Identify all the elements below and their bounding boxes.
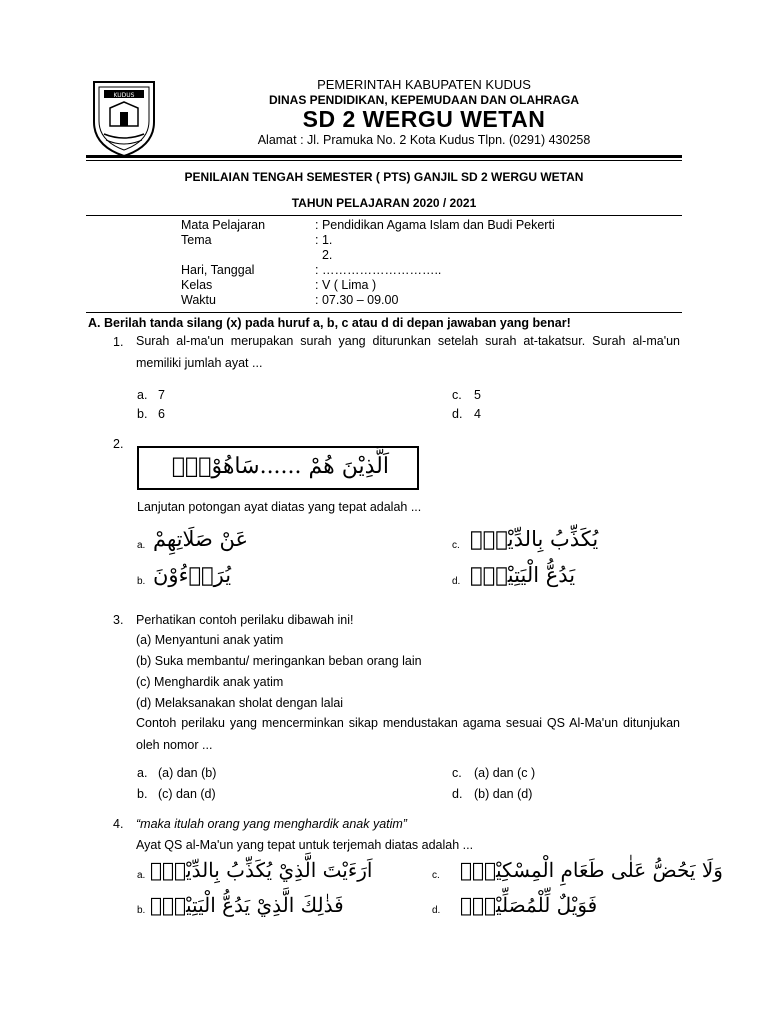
q4-option-c-letter: c. (432, 870, 440, 881)
q3-option-b-letter: b. (137, 787, 148, 801)
q4-option-b-letter: b. (137, 905, 146, 916)
info-row-theme-2: 2. (315, 248, 333, 262)
exam-year: TAHUN PELAJARAN 2020 / 2021 (291, 196, 477, 210)
header-divider-thin (86, 160, 682, 161)
q2-option-a-letter: a. (137, 540, 146, 551)
q2-option-c: يُكَذِّبُ بِالدِّيْنِۗ (470, 527, 599, 551)
q1-option-c: 5 (474, 388, 481, 402)
q2-number: 2. (113, 437, 124, 451)
header-department: DINAS PENDIDIKAN, KEPEMUDAAN DAN OLAHRAGA (268, 93, 579, 107)
q3-option-c: (a) dan (c ) (474, 766, 536, 780)
q4-option-a: اَرَءَيْتَ الَّذِيْ يُكَذِّبُ بِالدِّيْنِۗ (150, 858, 373, 882)
q3-item-c: (c) Menghardik anak yatim (136, 675, 284, 689)
q1-number: 1. (113, 335, 124, 349)
q4-option-d: فَوَيْلٌ لِّلْمُصَلِّيْنَۙ (460, 893, 598, 917)
q4-option-c: وَلَا يَحُضُّ عَلٰى طَعَامِ الْمِسْكِيْنِۗ (460, 858, 723, 882)
q4-quote: “maka itulah orang yang menghardik anak yatim” (136, 817, 407, 831)
header-government: PEMERINTAH KABUPATEN KUDUS (317, 77, 531, 92)
q1-option-d: 4 (474, 407, 481, 421)
q2-verse-box (137, 446, 419, 490)
q4-option-b: فَذٰلِكَ الَّذِيْ يَدُعُّ الْيَتِيْمَۙ (150, 893, 344, 917)
header-school-name: SD 2 WERGU WETAN (302, 106, 546, 132)
q1-option-d-letter: d. (452, 407, 463, 421)
q3-option-d-letter: d. (452, 787, 463, 801)
info-row-theme: Tema : 1. (181, 233, 333, 247)
q3-number: 3. (113, 613, 124, 627)
q2-text: Lanjutan potongan ayat diatas yang tepat adalah ... (137, 500, 422, 514)
q3-option-a: (a) dan (b) (158, 766, 217, 780)
q3-item-a: (a) Menyantuni anak yatim (136, 633, 284, 647)
q1-option-c-letter: c. (452, 388, 462, 402)
q3-option-b: (c) dan (d) (158, 787, 216, 801)
q3-item-d: (d) Melaksanakan sholat dengan lalai (136, 696, 344, 710)
q2-option-d-letter: d. (452, 576, 461, 587)
q1-option-b-letter: b. (137, 407, 148, 421)
info-divider-top (86, 215, 682, 216)
q3-intro: Perhatikan contoh perilaku dibawah ini! (136, 613, 354, 627)
q4-text: Ayat QS al-Ma'un yang tepat untuk terjemah diatas adalah ... (136, 838, 474, 852)
q3-question: Contoh perilaku yang mencerminkan sikap mendustakan agama sesuai QS Al-Ma'un ditunjukan oleh nomor ... (136, 716, 680, 752)
q3-item-b: (b) Suka membantu/ meringankan beban orang lain (136, 654, 422, 668)
q4-option-a-letter: a. (137, 870, 146, 881)
q3-option-d: (b) dan (d) (474, 787, 533, 801)
info-row-class: Kelas : V ( Lima ) (181, 278, 377, 292)
q2-option-d: يَدُعُّ الْيَتِيْمَۙ (470, 563, 576, 587)
q1-option-a: 7 (158, 388, 165, 402)
q4-option-d-letter: d. (432, 905, 441, 916)
q3-option-c-letter: c. (452, 766, 462, 780)
q1-option-a-letter: a. (137, 388, 148, 402)
header-address: Alamat : Jl. Pramuka No. 2 Kota Kudus Tlpn. (0291) 430258 (257, 133, 591, 147)
q2-option-b: يُرَاۤءُوْنَ (153, 563, 232, 587)
logo-text: KUDUS (113, 92, 135, 99)
info-divider-bottom (86, 312, 682, 313)
q1-text: Surah al-ma'un merupakan surah yang diturunkan setelah surah at-takatsur. Surah al-ma'un memiliki jumlah ayat ... (136, 334, 680, 370)
info-row-date: Hari, Tanggal : ……………………….. (181, 263, 442, 277)
exam-title: PENILAIAN TENGAH SEMESTER ( PTS) GANJIL SD 2 WERGU WETAN (184, 170, 584, 184)
section-a-instruction: A. Berilah tanda silang (x) pada huruf a, b, c atau d di depan jawaban yang benar! (88, 316, 571, 330)
exam-info-table (181, 218, 555, 308)
header-divider-thick (86, 155, 682, 158)
q2-option-a: عَنْ صَلَاتِهِمْ (153, 527, 249, 551)
q1-option-b: 6 (158, 407, 165, 421)
info-row-time: Waktu : 07.30 – 09.00 (181, 293, 399, 307)
q4-number: 4. (113, 817, 124, 831)
q2-option-c-letter: c. (452, 540, 460, 551)
q3-option-a-letter: a. (137, 766, 148, 780)
info-row-subject: Mata Pelajaran : Pendidikan Agama Islam dan Budi Pekerti (181, 218, 555, 232)
q2-verse: اَلَّذِيْنَ هُمْ ......سَاهُوْنَۙ (171, 454, 389, 479)
q2-option-b-letter: b. (137, 576, 146, 587)
